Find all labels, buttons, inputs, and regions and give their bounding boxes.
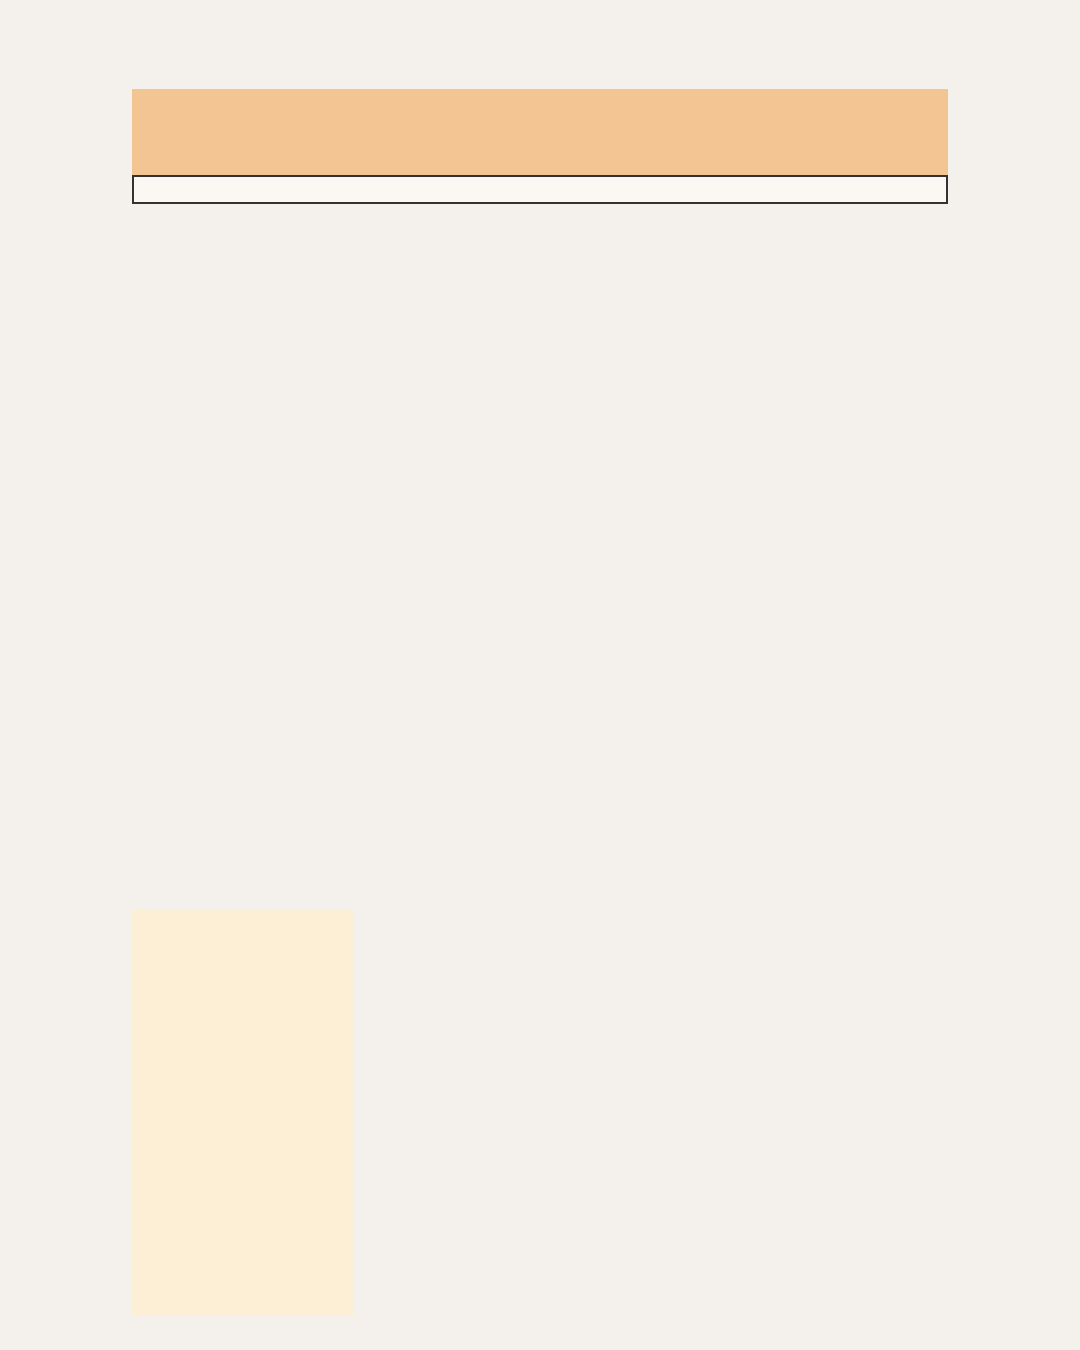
letter-size-row [132,175,948,204]
suggested-fabrics-panel [132,910,354,1316]
size-conversion-block [132,89,948,175]
body-measurements-block [132,204,948,375]
